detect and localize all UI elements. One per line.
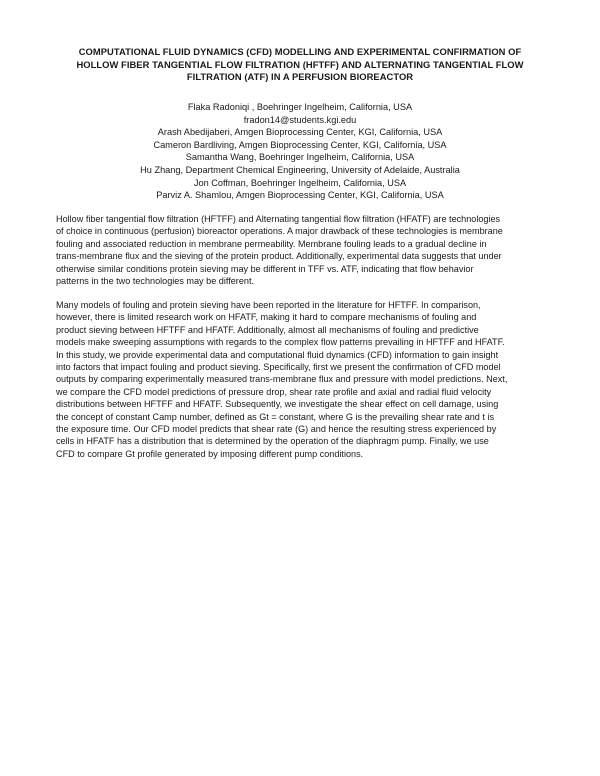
text-line: product sieving between HFTFF and HFATF. Additionally, almost all mechanisms of fouling and predictive (56, 324, 479, 335)
title-line: FILTRATION (ATF) IN A PERFUSION BIOREACTOR (186, 71, 414, 83)
author-line: Samantha Wang, Boehringer Ingelheim, California, USA (185, 152, 415, 163)
text-line: we compare the CFD model predictions of pressure drop, shear rate profile and axial and radial fluid velocity (56, 386, 492, 397)
text-line: however, there is limited research work on HFATF, making it hard to compare mechanisms of fouling and (56, 312, 477, 323)
title-line: COMPUTATIONAL FLUID DYNAMICS (CFD) MODELLING AND EXPERIMENTAL CONFIRMATION OF (78, 46, 522, 57)
text-line: the concept of constant Camp number, defined as Gt = constant, where G is the prevailing shear rate and t is (56, 411, 495, 422)
author-line: Parviz A. Shamlou, Amgen Bioprocessing Center, KGI, California, USA (156, 190, 444, 201)
text-line: the exposure time. Our CFD model predicts that shear rate (G) and hence the resulting stress experienced by (56, 424, 497, 435)
abstract-paragraph-2 (56, 299, 556, 460)
text-line: Many models of fouling and protein sieving have been reported in the literature for HFTFF. In comparison, (56, 300, 481, 310)
text-line: otherwise similar conditions protein sieving may be different in TFF vs. ATF, indicating that flow behavior (56, 263, 474, 274)
author-email: fradon14@students.kgi.edu (243, 114, 357, 125)
text-line: fouling and associated reduction in membrane permeability. Membrane fouling leads to a gradual decline in (56, 238, 487, 249)
author-line: Cameron Bardliving, Amgen Bioprocessing Center, KGI, California, USA (153, 139, 447, 150)
title-line: HOLLOW FIBER TANGENTIAL FLOW FILTRATION (HFTFF) AND ALTERNATING TANGENTIAL FLOW (76, 58, 524, 70)
paper-title (60, 46, 540, 84)
text-line: patterns in the two technologies may be different. (56, 276, 254, 287)
abstract-paragraph-1 (56, 213, 556, 287)
text-line: trans-membrane flux and the sieving of the protein product. Additionally, experimental data suggests that under (56, 251, 502, 262)
text-line: outputs by comparing experimentally measured trans-membrane flux and pressure with model predictions. Next, (56, 374, 508, 385)
text-line: of choice in continuous (perfusion) bioreactor operations. A major drawback of these technologies is membrane (56, 226, 503, 237)
author-line: Flaka Radoniqi , Boehringer Ingelheim, California, USA (187, 102, 413, 112)
author-line: Arash Abedijaberi, Amgen Bioprocessing Center, KGI, California, USA (157, 127, 443, 138)
author-list (100, 101, 500, 202)
text-line: distributions between HFTFF and HFATF. Subsequently, we investigate the shear effect on cell damage, using (56, 399, 499, 410)
text-line: models make sweeping assumptions with regards to the complex flow patterns prevailing in HFTFF and HFATF. (56, 337, 505, 348)
text-line: cells in HFATF has a distribution that is determined by the operation of the diaphragm pump. Finally, we use (56, 436, 489, 447)
author-line: Jon Coffman, Boehringer Ingelheim, California, USA (193, 177, 407, 188)
text-line: into factors that impact fouling and product sieving. Specifically, first we present the confirmation of CFD model (56, 362, 501, 373)
author-line: Hu Zhang, Department Chemical Engineering, University of Adelaide, Australia (140, 164, 460, 175)
text-line: Hollow fiber tangential flow filtration (HFTFF) and Alternating tangential flow filtration (HFATF) are technologies (56, 214, 501, 224)
text-line: In this study, we provide experimental data and computational fluid dynamics (CFD) information to gain insight (56, 349, 499, 360)
text-line: CFD to compare Gt profile generated by imposing different pump conditions. (56, 448, 364, 459)
